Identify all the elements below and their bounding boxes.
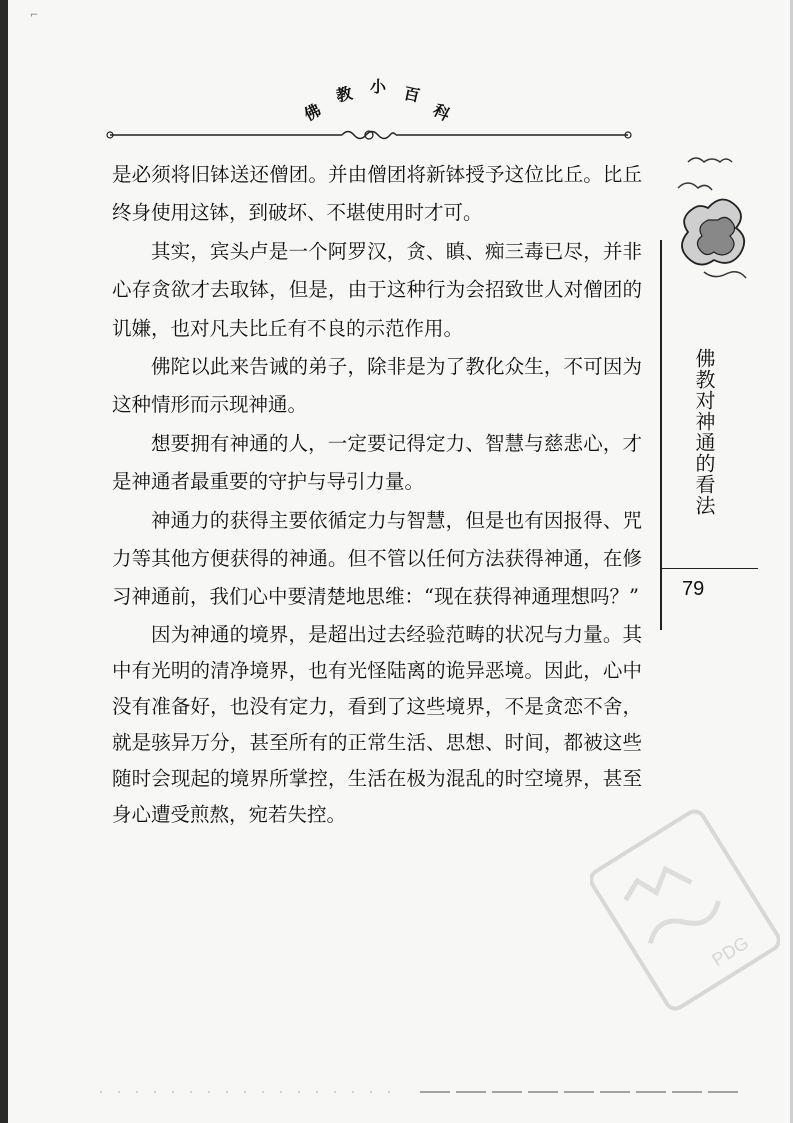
running-head-title: [300, 70, 460, 126]
scan-edge: [0, 0, 8, 1123]
running-head-char: 佛: [300, 100, 325, 125]
corner-mark: ⌐: [30, 10, 39, 21]
running-head-char: 科: [430, 100, 454, 125]
watermark-label: PDG: [708, 932, 753, 971]
paragraph: 神通力的获得主要依循定力与智慧，但是也有因报得、咒力等其他方便获得的神通。但不管以任何方法获得神通，在修习神通前，我们心中要清楚地思维：“现在获得神通理想吗？”: [112, 508, 642, 609]
paragraph: 佛陀以此来告诫的弟子，除非是为了教化众生，不可因为这种情形而示现神通。: [112, 355, 642, 417]
watermark-stamp: [590, 800, 780, 1020]
margin-divider: [660, 240, 662, 630]
cloud-ornament-icon: [668, 148, 768, 298]
paragraph: 因为神通的境界，是超出过去经验范畴的状况与力量。其中有光明的清净境界，也有光怪陆离的诡异恶境。因此，心中没有准备好，也没有定力，看到了这些境界，不是贪恋不舍，就是骇异万分，甚至所有的正常生活、思想、时间，都被这些随时会现起的境界所掌控，生活在极为混乱的时空境界，甚至身心遭受煎熬，宛若失控。: [112, 622, 642, 826]
paragraph: 其实，宾头卢是一个阿罗汉，贪、瞋、痴三毒已尽，并非心存贪欲才去取钵，但是，由于这种行为会招致世人对僧团的讥嫌，也对凡夫比丘有不良的示范作用。: [112, 239, 642, 340]
header-rule-ornament: [106, 128, 632, 142]
body-text: [112, 156, 642, 833]
paragraph: 是必须将旧钵送还僧团。并由僧团将新钵授予这位比丘。比丘终身使用这钵，到破坏、不堪使用时才可。: [112, 163, 642, 225]
running-head-char: 百: [401, 83, 422, 106]
bottom-scan-noise: [100, 1080, 740, 1100]
section-title-vertical: 佛教对神通的看法: [692, 348, 716, 516]
page-number-rule: [662, 568, 758, 569]
running-head-char: 小: [370, 77, 387, 96]
running-head-char: 教: [334, 83, 355, 106]
page-number: 79: [682, 578, 705, 600]
paragraph: 想要拥有神通的人，一定要记得定力、智慧与慈悲心，才是神通者最重要的守护与导引力量。: [112, 431, 642, 494]
